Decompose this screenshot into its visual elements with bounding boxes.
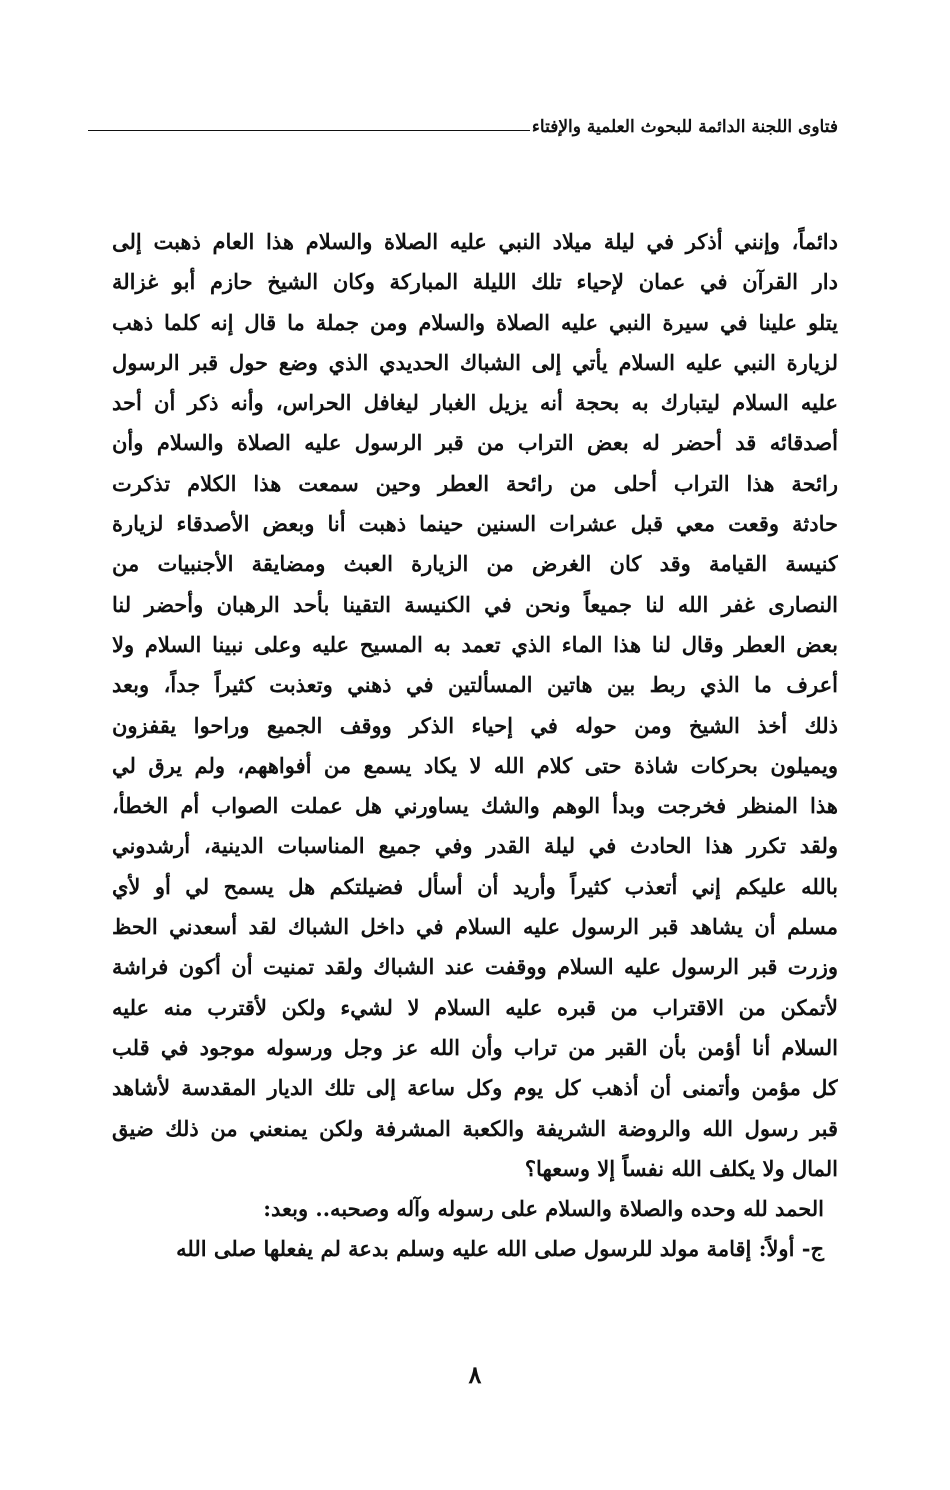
text-line: بالله عليكم إني أتعذب كثيراً وأريد أن أسأل فضيلتكم هل يسمح لي أو لأي [112,873,838,899]
text-line: مسلم أن يشاهد قبر الرسول عليه السلام في داخل الشباك لقد أسعدني الحظ [112,914,838,940]
header-rule [88,130,530,131]
text-line: رائحة هذا التراب أحلى من رائحة العطر وحين سمعت هذا الكلام تذكرت [112,470,838,496]
text-line: قبر رسول الله والروضة الشريفة والكعبة المشرفة ولكن يمنعني من ذلك ضيق [112,1115,838,1141]
text-line: لزيارة النبي عليه السلام يأتي إلى الشباك الحديدي الذي وضع حول قبر الرسول [112,349,838,375]
text-line: ويميلون بحركات شاذة حتى كلام الله لا يكاد يسمع من أفواههم، ولم يرق لي [112,752,838,778]
text-line: ذلك أخذ الشيخ ومن حوله في إحياء الذكر ووقف الجميع وراحوا يقفزون [112,712,838,738]
page-number: ٨ [468,1360,482,1389]
text-line: لأتمكن من الاقتراب من قبره عليه السلام لا لشيء ولكن لأقترب منه عليه [112,994,838,1020]
text-line: هذا المنظر فخرجت وبدأ الوهم والشك يساورني هل عملت الصواب أم الخطأ، [112,793,838,819]
text-line: دار القرآن في عمان لإحياء تلك الليلة المباركة وكان الشيخ حازم أبو غزالة [112,269,838,295]
running-header [88,112,838,142]
header-title: فتاوى اللجنة الدائمة للبحوث العلمية والإفتاء [531,117,838,137]
text-line: النصارى غفر الله لنا جميعاً ونحن في الكنيسة التقينا بأحد الرهبان وأحضر لنا [112,591,838,617]
text-line: كل مؤمن وأتمنى أن أذهب كل يوم وكل ساعة إلى تلك الديار المقدسة لأشاهد [112,1075,838,1101]
text-line: المال ولا يكلف الله نفساً إلا وسعها؟ [524,1155,838,1181]
text-line: ولقد تكرر هذا الحادث في ليلة القدر وفي جميع المناسبات الدينية، أرشدوني [112,833,838,859]
text-line: حادثة وقعت معي قبل عشرات السنين حينما ذهبت أنا وبعض الأصدقاء لزيارة [112,511,838,537]
text-line: أعرف ما الذي ربط بين هاتين المسألتين في ذهني وتعذبت كثيراً جداً، وبعد [112,672,838,698]
body-text [112,222,838,1270]
text-line: كنيسة القيامة وقد كان الغرض من الزيارة العبث ومضايقة الأجنبيات من [112,551,838,577]
text-line: يتلو علينا في سيرة النبي عليه الصلاة والسلام ومن جملة ما قال إنه كلما ذهب [112,309,838,335]
text-line: السلام أنا أؤمن بأن القبر من تراب وأن الله عز وجل ورسوله موجود في قلب [112,1034,838,1060]
text-line: أصدقائه قد أحضر له بعض التراب من قبر الرسول عليه الصلاة والسلام وأن [112,430,838,456]
text-line: وزرت قبر الرسول عليه السلام ووقفت عند الشباك ولقد تمنيت أن أكون فراشة [112,954,838,980]
answer-line: ج- أولاً: إقامة مولد للرسول صلى الله عليه وسلم بدعة لم يفعلها صلى الله [176,1236,824,1262]
text-line: بعض العطر وقال لنا هذا الماء الذي تعمد به المسيح عليه وعلى نبينا السلام ولا [112,631,838,657]
text-line: دائماً، وإنني أذكر في ليلة ميلاد النبي عليه الصلاة والسلام هذا العام ذهبت إلى [112,229,838,254]
text-line: عليه السلام ليتبارك به بحجة أنه يزيل الغبار ليغافل الحراس، وأنه ذكر أن أحد [112,390,838,416]
text-line: الحمد لله وحده والصلاة والسلام على رسوله وآله وصحبه.. وبعد: [263,1196,824,1222]
